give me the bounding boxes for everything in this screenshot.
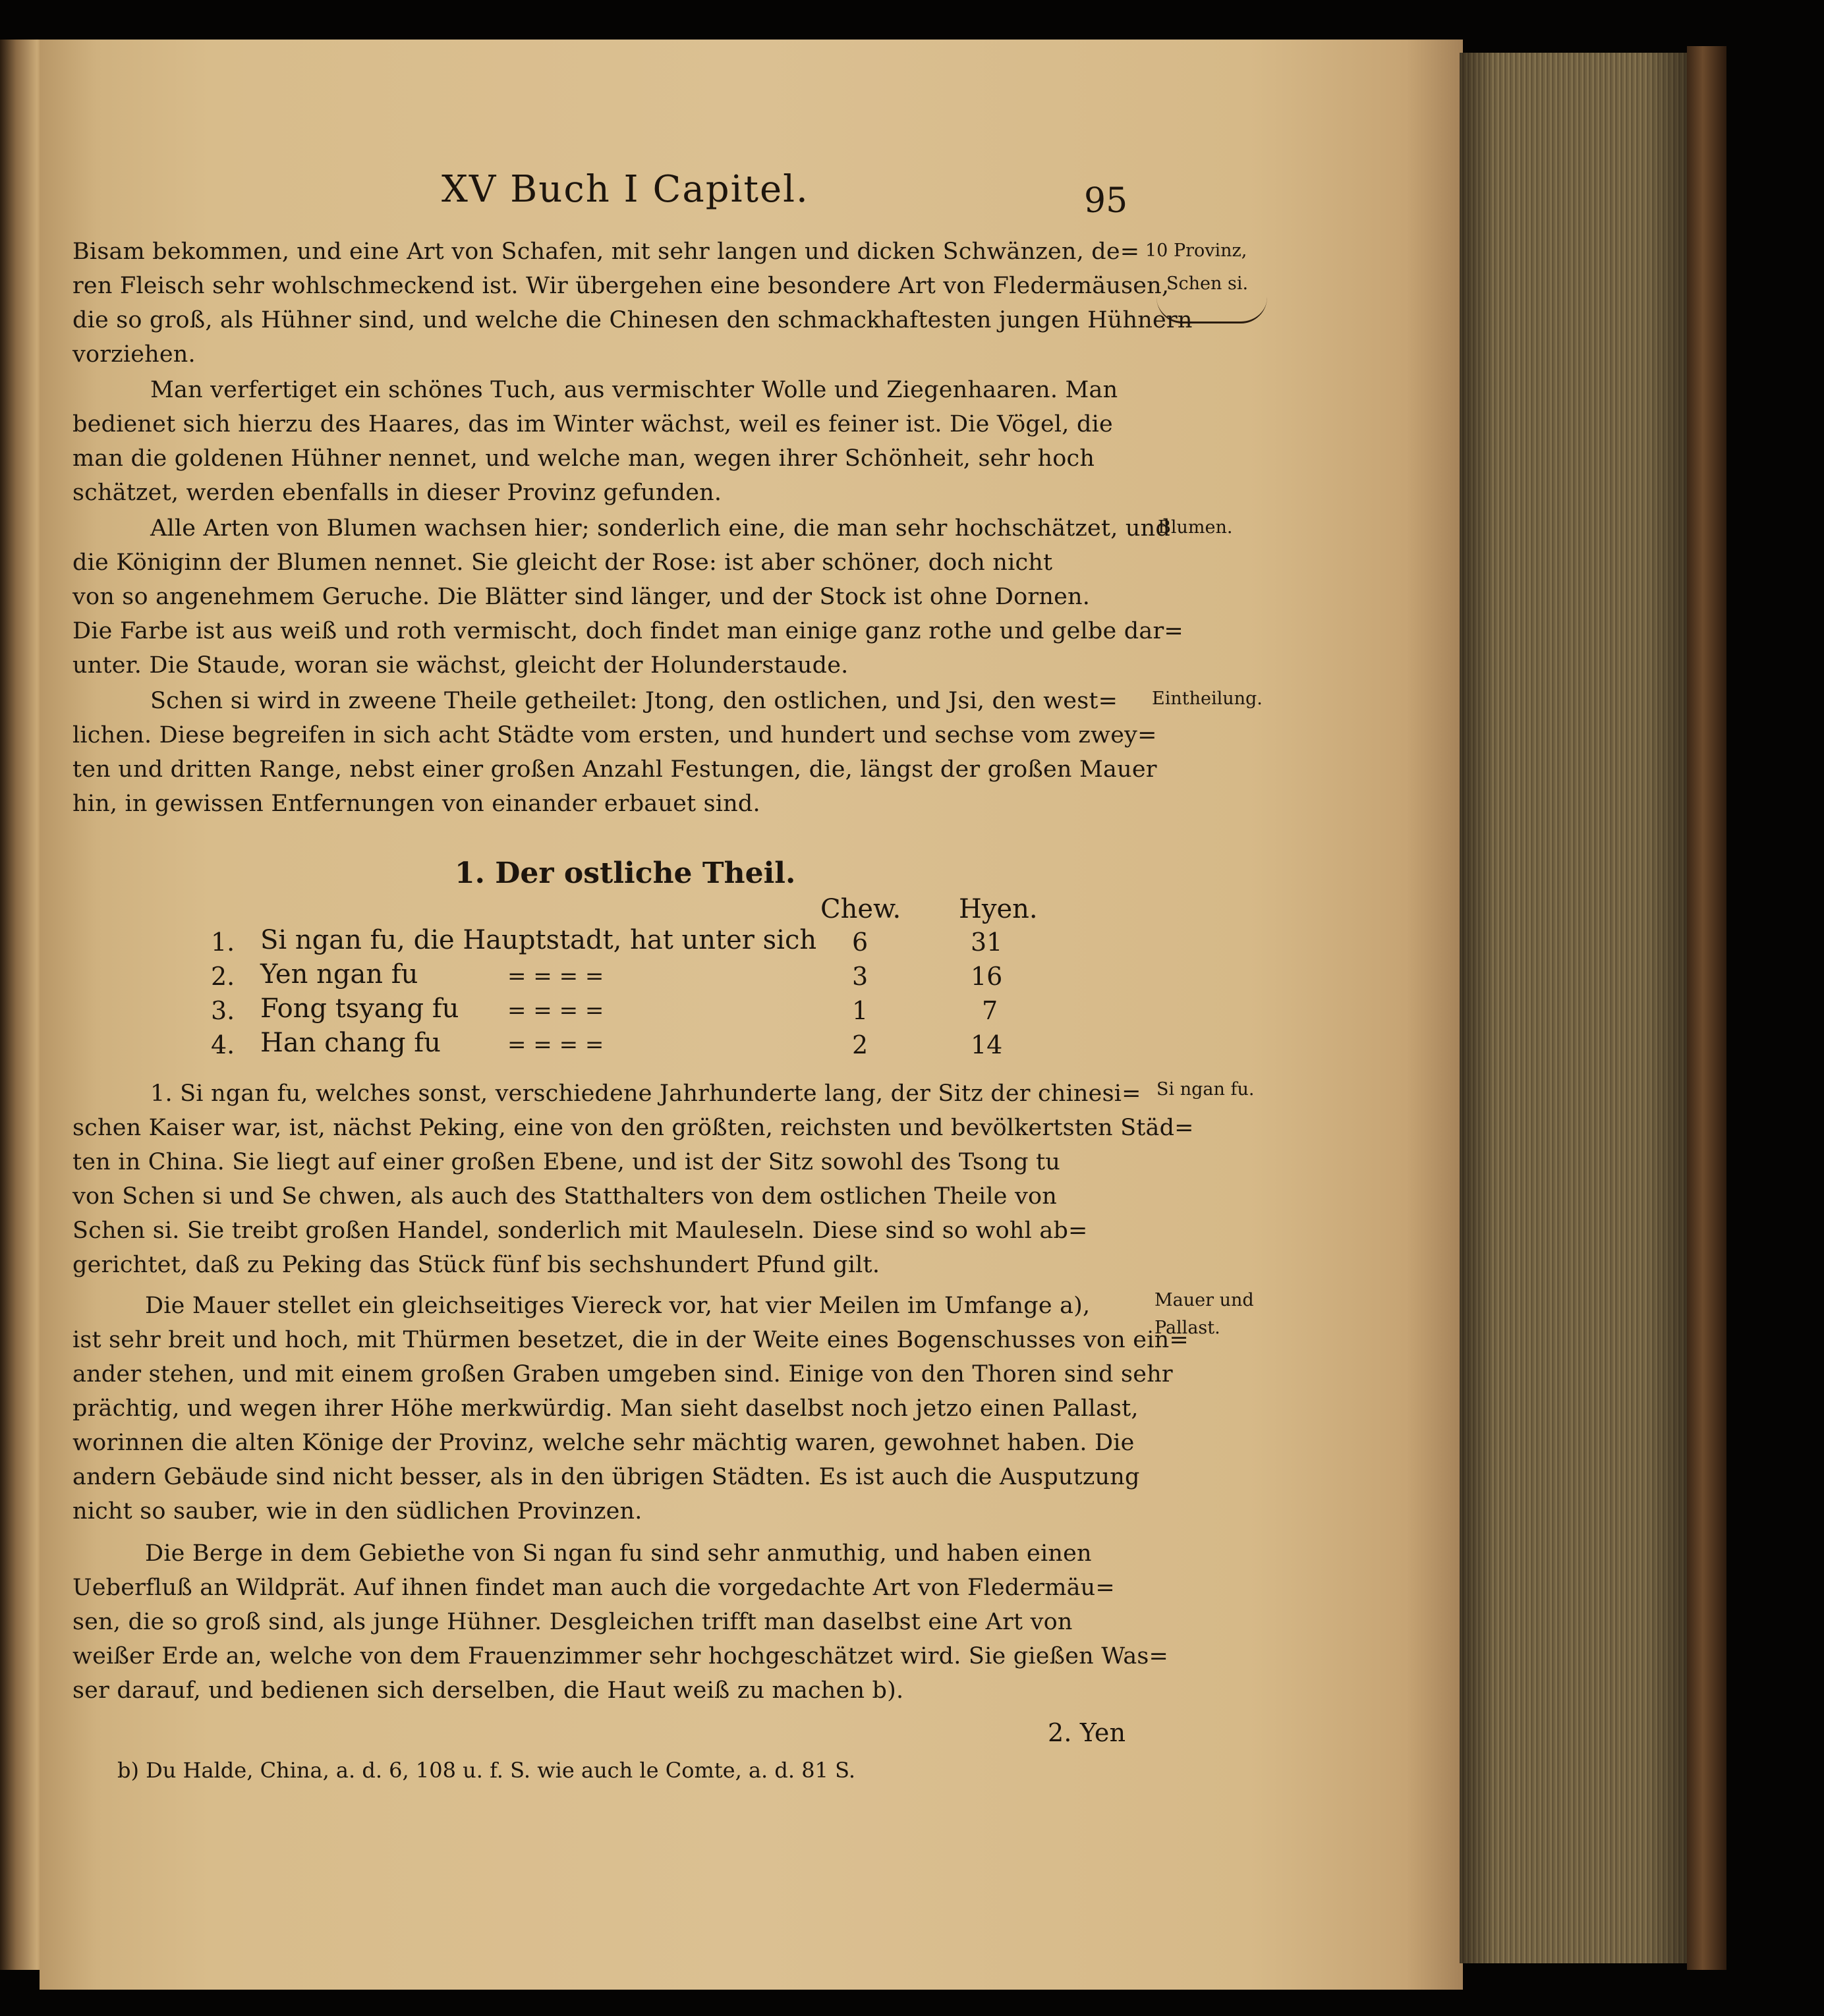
row-chew: 2 (852, 1030, 869, 1059)
text-line: bedienet sich hierzu des Haares, das im Winter wächst, weil es feiner ist. Die Vögel, die (72, 411, 1113, 437)
text-line: ten in China. Sie liegt auf einer großen Ebene, und ist der Sitz sowohl des Tsong tu (72, 1149, 1061, 1175)
text-line: vorziehen. (72, 341, 196, 368)
text-line: die Königinn der Blumen nennet. Sie gleicht der Rose: ist aber schöner, doch nicht (72, 549, 1053, 576)
text-line: Bisam bekommen, und eine Art von Schafen, mit sehr langen und dicken Schwänzen, de= (72, 238, 1140, 265)
row-dots: = = = = (507, 963, 604, 990)
text-line: gerichtet, daß zu Peking das Stück fünf bis sechshundert Pfund gilt. (72, 1252, 880, 1278)
row-hyen: 16 (971, 962, 1003, 991)
text-line: Die Mauer stellet ein gleichseitiges Viereck vor, hat vier Meilen im Umfange a), (145, 1293, 1091, 1319)
text-line: Alle Arten von Blumen wachsen hier; sonderlich eine, die man sehr hochschätzet, und (150, 515, 1170, 542)
text-line: Schen si wird in zweene Theile getheilet: Jtong, den ostlichen, und Jsi, den west= (150, 688, 1118, 714)
text-line: lichen. Diese begreifen in sich acht Städte vom ersten, und hundert und sechse vom zwey= (72, 722, 1157, 748)
text-line: sen, die so groß sind, als junge Hühner. Desgleichen trifft man daselbst eine Art von (72, 1609, 1073, 1635)
row-name: Han chang fu (260, 1028, 441, 1058)
text-line: Schen si. Sie treibt großen Handel, sonderlich mit Mauleseln. Diese sind so wohl ab= (72, 1218, 1088, 1244)
text-line: ander stehen, und mit einem großen Graben umgeben sind. Einige von den Thoren sind sehr (72, 1361, 1173, 1387)
page-number: 95 (1084, 181, 1128, 221)
row-name: Fong tsyang fu (260, 994, 459, 1024)
text-line: man die goldenen Hühner nennet, und welche man, wegen ihrer Schönheit, sehr hoch (72, 445, 1095, 472)
text-line: worinnen die alten Könige der Provinz, welche sehr mächtig waren, gewohnet haben. Die (72, 1430, 1135, 1456)
text-line: weißer Erde an, welche von dem Frauenzimmer sehr hochgeschätzet wird. Sie gießen Was= (72, 1643, 1169, 1669)
text-line: Die Farbe ist aus weiß und roth vermischt, doch findet man einige ganz rothe und gelbe dar= (72, 618, 1183, 644)
margin-note-pallast: Pallast. (1154, 1318, 1220, 1338)
book-cover-edge (1687, 46, 1726, 1970)
row-dots: = = = = (507, 1032, 604, 1058)
margin-note-mauer: Mauer und (1154, 1290, 1254, 1310)
text-line: von so angenehmem Geruche. Die Blätter sind länger, und der Stock ist ohne Dornen. (72, 584, 1091, 610)
text-line: andern Gebäude sind nicht besser, als in den übrigen Städten. Es ist auch die Ausputzung (72, 1464, 1140, 1490)
row-name: Si ngan fu, die Hauptstadt, hat unter sich (260, 925, 817, 955)
row-number: 3. (211, 996, 235, 1025)
text-line: Die Berge in dem Gebiethe von Si ngan fu sind sehr anmuthig, und haben einen (145, 1540, 1092, 1567)
text-line: Man verfertiget ein schönes Tuch, aus vermischter Wolle und Ziegenhaaren. Man (150, 377, 1118, 403)
margin-note-si-ngan-fu: Si ngan fu. (1156, 1079, 1255, 1100)
text-line: ser darauf, und bedienen sich derselben, die Haut weiß zu machen b). (72, 1677, 904, 1704)
row-hyen: 14 (971, 1030, 1003, 1059)
column-header-hyen: Hyen. (959, 894, 1038, 924)
text-line: die so groß, als Hühner sind, und welche die Chinesen den schmackhaftesten jungen Hühnern (72, 307, 1193, 333)
row-number: 2. (211, 962, 235, 991)
catchword: 2. Yen (1048, 1718, 1126, 1747)
row-dots: = = = = (507, 997, 604, 1024)
text-line: nicht so sauber, wie in den südlichen Provinzen. (72, 1498, 642, 1525)
row-chew: 6 (852, 928, 869, 957)
text-line: 1. Si ngan fu, welches sonst, verschiedene Jahrhunderte lang, der Sitz der chinesi= (150, 1080, 1141, 1107)
text-line: hin, in gewissen Entfernungen von einander erbauet sind. (72, 791, 760, 817)
text-line: Ueberfluß an Wildprät. Auf ihnen findet man auch die vorgedachte Art von Fledermäu= (72, 1575, 1115, 1601)
running-header: XV Buch I Capitel. (442, 168, 809, 211)
row-chew: 3 (852, 962, 869, 991)
row-number: 4. (211, 1030, 235, 1059)
margin-note-schen-si: Schen si. (1166, 273, 1249, 294)
column-header-chew: Chew. (820, 894, 901, 924)
page-edges-shadow (1460, 53, 1692, 1963)
row-hyen: 31 (971, 928, 1003, 957)
margin-note-blumen: Blumen. (1158, 517, 1233, 538)
row-hyen: 7 (982, 996, 998, 1025)
footnote: b) Du Halde, China, a. d. 6, 108 u. f. S. wie auch le Comte, a. d. 81 S. (117, 1758, 856, 1783)
text-line: ten und dritten Range, nebst einer großen Anzahl Festungen, die, längst der großen Mauer (72, 756, 1157, 783)
margin-note-provinz: 10 Provinz, (1145, 240, 1247, 261)
text-line: von Schen si und Se chwen, als auch des Statthalters von dem ostlichen Theile von (72, 1183, 1057, 1210)
section-heading: 1. Der ostliche Theil. (455, 856, 796, 890)
text-line: ist sehr breit und hoch, mit Thürmen besetzet, die in der Weite eines Bogenschusses von ein= (72, 1327, 1189, 1353)
text-line: unter. Die Staude, woran sie wächst, gleicht der Holunderstaude. (72, 652, 849, 679)
text-line: prächtig, und wegen ihrer Höhe merkwürdig. Man sieht daselbst noch jetzo einen Pallast, (72, 1395, 1139, 1422)
row-name: Yen ngan fu (260, 959, 418, 990)
text-line: ren Fleisch sehr wohlschmeckend ist. Wir übergehen eine besondere Art von Fledermäusen, (72, 273, 1170, 299)
row-number: 1. (211, 928, 235, 957)
text-line: schätzet, werden ebenfalls in dieser Provinz gefunden. (72, 480, 722, 506)
text-line: schen Kaiser war, ist, nächst Peking, eine von den größten, reichsten und bevölkertsten Städ= (72, 1115, 1194, 1141)
row-chew: 1 (852, 996, 869, 1025)
margin-note-eintheilung: Eintheilung. (1152, 688, 1263, 709)
